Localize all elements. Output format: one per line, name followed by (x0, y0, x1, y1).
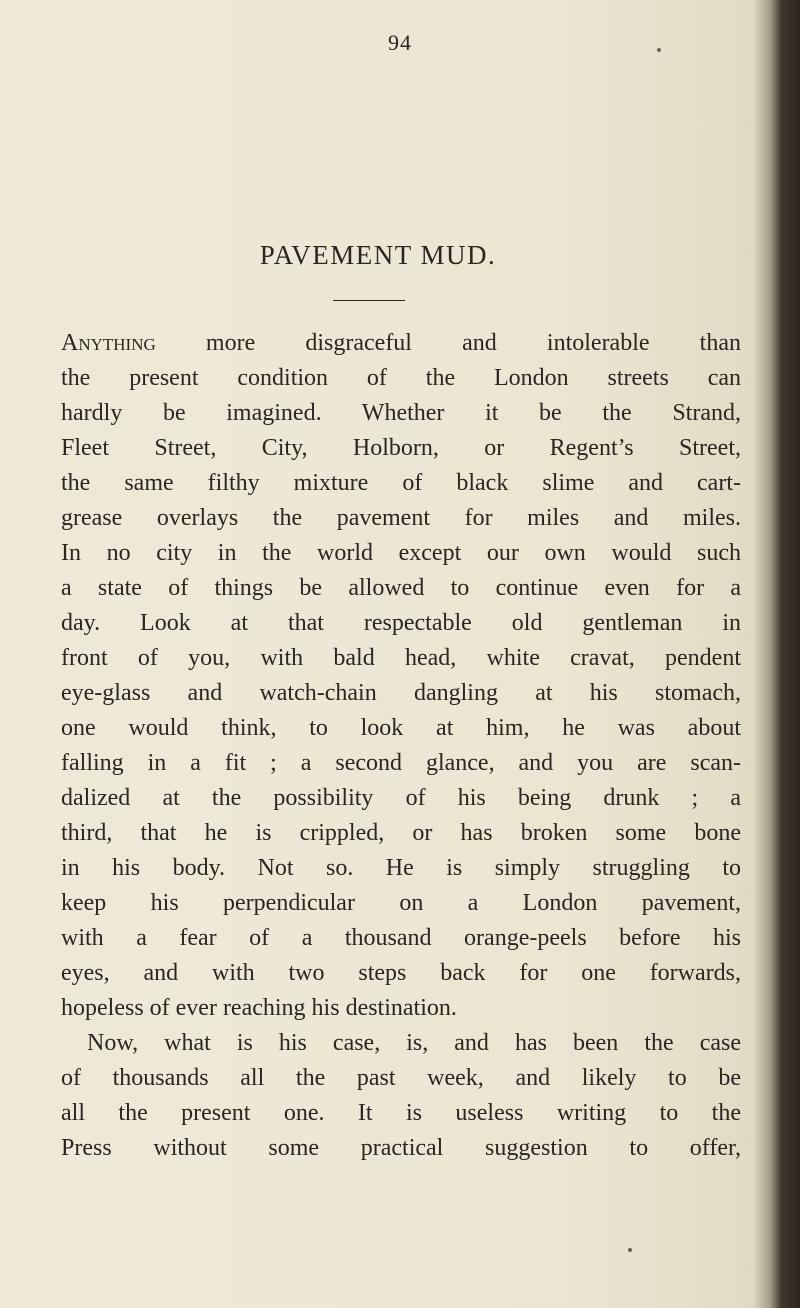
text-line: in his body. Not so. He is simply struggling to (61, 855, 741, 881)
paper-speck (657, 48, 661, 52)
text-line: all the present one. It is useless writing to the (61, 1100, 741, 1126)
body-text (61, 326, 741, 1166)
text-line: the same filthy mixture of black slime and cart- (61, 470, 741, 496)
text-line: dalized at the possibility of his being drunk ; a (61, 785, 741, 811)
text-line: Press without some practical suggestion to offer, (61, 1135, 741, 1161)
text-line: In no city in the world except our own would such (61, 540, 741, 566)
text-line: hardly be imagined. Whether it be the Strand, (61, 400, 741, 426)
text-line: Fleet Street, City, Holborn, or Regent’s Street, (61, 435, 741, 461)
text-line: falling in a fit ; a second glance, and you are scan- (61, 750, 741, 776)
text-line: eye-glass and watch-chain dangling at his stomach, (61, 680, 741, 706)
paper-speck (628, 1248, 632, 1252)
first-line-rest: more disgraceful and intolerable than (205, 330, 741, 356)
title-rule (333, 300, 405, 301)
lead-word: Anything (61, 330, 156, 356)
chapter-title: PAVEMENT MUD. (259, 240, 497, 270)
text-line: grease overlays the pavement for miles and miles. (61, 505, 741, 531)
text-line: with a fear of a thousand orange-peels before his (61, 925, 741, 951)
text-line (61, 326, 741, 361)
text-line: the present condition of the London streets can (61, 365, 741, 391)
text-line: day. Look at that respectable old gentleman in (61, 610, 741, 636)
text-line: keep his perpendicular on a London pavement, (61, 890, 741, 916)
text-line: Now, what is his case, is, and has been the case (87, 1030, 741, 1056)
text-line: eyes, and with two steps back for one forwards, (61, 960, 741, 986)
text-line: one would think, to look at him, he was about (61, 715, 741, 741)
text-line: hopeless of ever reaching his destination. (61, 995, 457, 1021)
text-line: front of you, with bald head, white cravat, pendent (61, 645, 741, 671)
text-line: a state of things be allowed to continue even for a (61, 575, 741, 601)
book-binding-edge (754, 0, 800, 1308)
page-number: 94 (388, 30, 412, 55)
text-line: third, that he is crippled, or has broken some bone (61, 820, 741, 846)
text-line: of thousands all the past week, and likely to be (61, 1065, 741, 1091)
